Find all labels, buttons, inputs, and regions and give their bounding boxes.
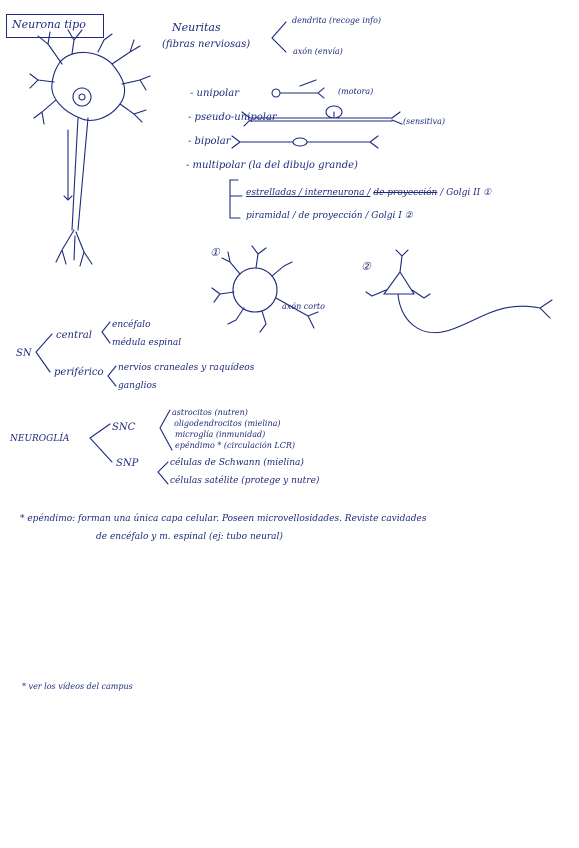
axon-label: axón (envía): [293, 47, 343, 56]
multipolar-subtype-1-num: ①: [483, 188, 492, 198]
sn-periferico: periférico: [54, 367, 104, 378]
type-unipolar: - unipolar: [190, 88, 239, 99]
neuroglia-root: NEUROGLÍA: [10, 434, 70, 444]
sn-central-brace: [102, 322, 110, 343]
neuroglia-snp: SNP: [116, 458, 139, 469]
snp-item-1: células de Schwann (mielina): [170, 458, 304, 468]
snc-item-4: epéndimo * (circulación LCR): [175, 441, 295, 450]
big-neuron-drawing: [30, 30, 150, 266]
multipolar-subtype-1-b: / Golgi II: [440, 188, 481, 198]
neuritas-brace: [272, 22, 286, 52]
sn-central-item-2: médula espinal: [112, 338, 182, 348]
sn-root: SN: [16, 348, 32, 359]
pseudo-note: (sensitiva): [403, 117, 445, 126]
multipolar-bracket: [230, 180, 242, 218]
sn-periferico-brace: [108, 366, 116, 386]
neuritas-subheading: (fibras nerviosas): [162, 39, 251, 50]
snp-brace: [158, 462, 168, 484]
multipolar-subtype-1-a: estrelladas / interneurona /: [246, 188, 371, 198]
snc-item-1: astrocitos (nutren): [172, 408, 248, 417]
sn-central-item-1: encéfalo: [112, 320, 151, 330]
unipolar-note: (motora): [338, 87, 374, 96]
sn-brace: [36, 334, 52, 372]
neuritas-heading: Neuritas: [172, 21, 221, 34]
snc-item-2: oligodendrocitos (mielina): [174, 419, 281, 428]
sn-periferico-item-1: nervios craneales y raquídeos: [118, 363, 255, 373]
snc-item-3: microglía (inmunidad): [175, 430, 266, 439]
neuroglia-brace: [90, 424, 112, 462]
neuroglia-snc: SNC: [112, 422, 136, 433]
unipolar-drawing: [272, 80, 324, 98]
sn-periferico-item-2: ganglios: [118, 381, 157, 391]
figure-1-axon-label: axón corto: [282, 302, 325, 311]
type-multipolar: - multipolar (la del dibujo grande): [186, 160, 358, 171]
sn-central: central: [56, 330, 92, 341]
figure-1-number: ①: [210, 246, 220, 259]
bipolar-drawing: [232, 136, 378, 148]
snp-item-2: células satélite (protege y nutre): [170, 476, 320, 486]
dendrita-label: dendrita (recoge info): [292, 16, 382, 25]
multipolar-subtype-2-num: ②: [404, 211, 413, 221]
stellate-neuron-drawing: [212, 246, 318, 332]
multipolar-subtype-1-struck: de proyección: [373, 188, 438, 198]
type-bipolar: - bipolar: [188, 136, 231, 147]
figure-2-number: ②: [361, 260, 371, 273]
type-pseudo-unipolar: - pseudo-unipolar: [188, 112, 277, 123]
ependimo-note-line-1: * epéndimo: forman una única capa celular. Poseen microvellosidades. Reviste cavidades: [20, 514, 427, 524]
snc-brace: [160, 410, 172, 450]
ependimo-note-line-2: de encéfalo y m. espinal (ej: tubo neural): [96, 532, 283, 542]
footer-note: * ver los vídeos del campus: [22, 682, 133, 691]
pseudo-unipolar-drawing: [242, 106, 402, 126]
multipolar-subtype-2-text: piramidal / de proyección / Golgi I: [246, 211, 402, 221]
page-title: Neurona tipo: [12, 18, 86, 31]
pyramidal-neuron-drawing: [366, 250, 552, 333]
